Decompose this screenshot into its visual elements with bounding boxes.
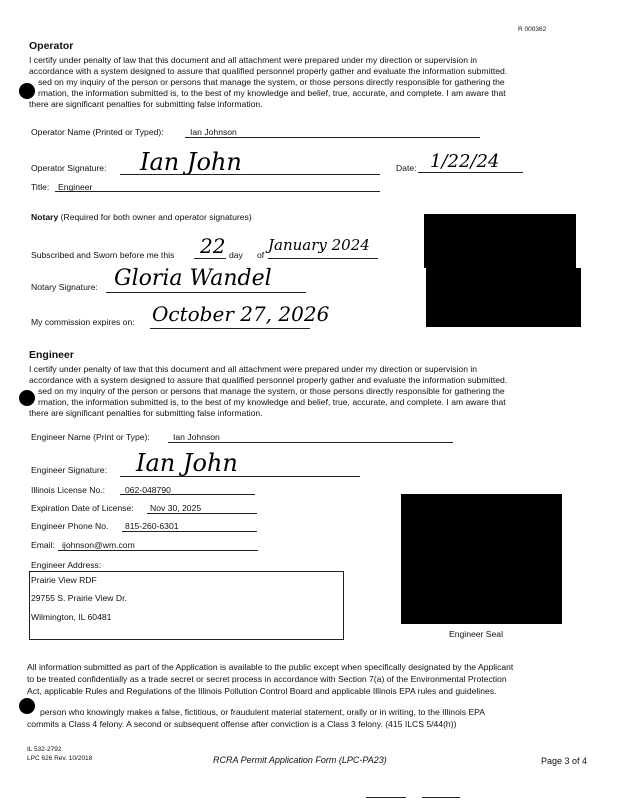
operator-date-label: Date:: [396, 163, 417, 173]
operator-cert-line-2: accordance with a system designed to assure that qualified personnel properly gather and evaluate the information submitted.: [29, 66, 508, 76]
operator-cert-line-5: there are significant penalties for submitting false information.: [29, 99, 263, 109]
engineer-address-line-3: Wilmington, IL 60481: [31, 612, 112, 622]
redacted-notary-stamp-bottom: [426, 268, 581, 327]
bottom-edge-mark: [422, 797, 460, 798]
engineer-address-line-1: Prairie View RDF: [31, 575, 97, 585]
footer-para1-line-3: Act, applicable Rules and Regulations of the Illinois Pollution Control Board and applicable Illinois EPA rules and guidelines.: [27, 686, 497, 696]
engineer-license-value: 062-048790: [125, 485, 171, 495]
engineer-phone-value: 815-260-6301: [125, 521, 179, 531]
engineer-email-label: Email:: [31, 540, 55, 550]
footer-para2-line-1: person who knowingly makes a false, fictitious, or fraudulent material statement, orally or in writing, to the Illinois EPA: [40, 707, 486, 717]
notary-day-line: [194, 258, 226, 259]
engineer-email-value: ijohnson@wm.com: [62, 540, 135, 550]
redacted-notary-stamp-top: [424, 214, 576, 268]
bottom-edge-mark: [366, 797, 406, 798]
footer-para2-line-2: commits a Class 4 felony. A second or subsequent offense after conviction is a Class 3 felony. (415 ILCS 5/44(h)): [27, 719, 457, 729]
engineer-name-label: Engineer Name (Print or Type):: [31, 432, 150, 442]
footer-para1-line-1: All information submitted as part of the Application is available to the public except when specifically designated by the Applicant: [27, 662, 514, 672]
punch-hole: [19, 390, 35, 406]
engineer-heading: Engineer: [29, 349, 74, 361]
operator-title-line: [55, 191, 380, 192]
operator-signature-label: Operator Signature:: [31, 163, 107, 173]
engineer-cert-line-3: sed on my inquiry of the person or persons that manage the system, or those persons directly responsible for gathering the: [38, 386, 505, 396]
notary-day-label: day: [229, 250, 243, 260]
engineer-cert-line-2: accordance with a system designed to assure that qualified personnel properly gather and evaluate the information submitted.: [29, 375, 508, 385]
page-reference: R 000362: [518, 26, 547, 33]
footer-para1-line-2: to be treated confidentially as a trade secret or secret process in accordance with Section 7(a) of the Environmental Protection: [27, 674, 507, 684]
operator-cert-line-1: I certify under penalty of law that this document and all attachment were prepared under my direction or supervision in: [29, 55, 478, 65]
notary-month-line: [268, 258, 378, 259]
punch-hole: [19, 698, 35, 714]
redacted-engineer-seal: [401, 494, 562, 624]
operator-date-line: [418, 172, 523, 173]
notary-heading-note: (Required for both owner and operator signatures): [60, 212, 252, 222]
engineer-seal-label: Engineer Seal: [449, 629, 503, 639]
operator-date-value: 1/22/24: [430, 151, 500, 172]
notary-of-label: of: [257, 250, 265, 260]
operator-signature: Ian John: [140, 148, 242, 176]
form-code-1: IL 532-2792: [27, 746, 62, 753]
engineer-cert-line-4: rmation, the information submitted is, to the best of my knowledge and belief, true, accurate, and complete. I am aware that: [38, 397, 506, 407]
notary-month-year: January 2024: [268, 236, 370, 254]
operator-cert-line-4: rmation, the information submitted is, to the best of my knowledge and belief, true, accurate, and complete. I am aware that: [38, 88, 506, 98]
operator-name-value: Ian Johnson: [190, 127, 237, 137]
engineer-license-label: Illinois License No.:: [31, 485, 106, 495]
notary-day-value: 22: [200, 234, 226, 258]
engineer-signature: Ian John: [136, 449, 238, 477]
engineer-address-label: Engineer Address:: [31, 560, 102, 570]
engineer-expiration-label: Expiration Date of License:: [31, 503, 134, 513]
form-code-2: LPC 626 Rev. 10/2018: [27, 755, 93, 762]
notary-expires-value: October 27, 2026: [152, 302, 330, 326]
notary-heading-bold: Notary: [31, 212, 59, 222]
notary-sworn-label: Subscribed and Sworn before me this: [31, 250, 175, 260]
engineer-expiration-value: Nov 30, 2025: [150, 503, 202, 513]
notary-expires-line: [150, 328, 310, 329]
form-title: RCRA Permit Application Form (LPC-PA23): [213, 755, 387, 765]
notary-heading: [31, 212, 252, 223]
notary-signature: Gloria Wandel: [114, 266, 272, 291]
engineer-phone-label: Engineer Phone No.: [31, 521, 109, 531]
engineer-name-value: Ian Johnson: [173, 432, 220, 442]
operator-heading: Operator: [29, 40, 74, 52]
page-number: Page 3 of 4: [541, 756, 588, 766]
punch-hole: [19, 83, 35, 99]
notary-signature-line: [106, 292, 306, 293]
engineer-address-line-2: 29755 S. Prairie View Dr.: [31, 593, 127, 603]
operator-name-label: Operator Name (Printed or Typed):: [31, 127, 164, 137]
engineer-signature-label: Engineer Signature:: [31, 465, 107, 475]
notary-signature-label: Notary Signature:: [31, 282, 98, 292]
notary-expires-label: My commission expires on:: [31, 317, 135, 327]
engineer-cert-line-1: I certify under penalty of law that this document and all attachment were prepared under my direction or supervision in: [29, 364, 478, 374]
operator-title-value: Engineer: [58, 182, 93, 192]
engineer-cert-line-5: there are significant penalties for submitting false information.: [29, 408, 263, 418]
operator-title-label: Title:: [31, 182, 50, 192]
operator-cert-line-3: sed on my inquiry of the person or persons that manage the system, or those persons directly responsible for gathering the: [38, 77, 505, 87]
